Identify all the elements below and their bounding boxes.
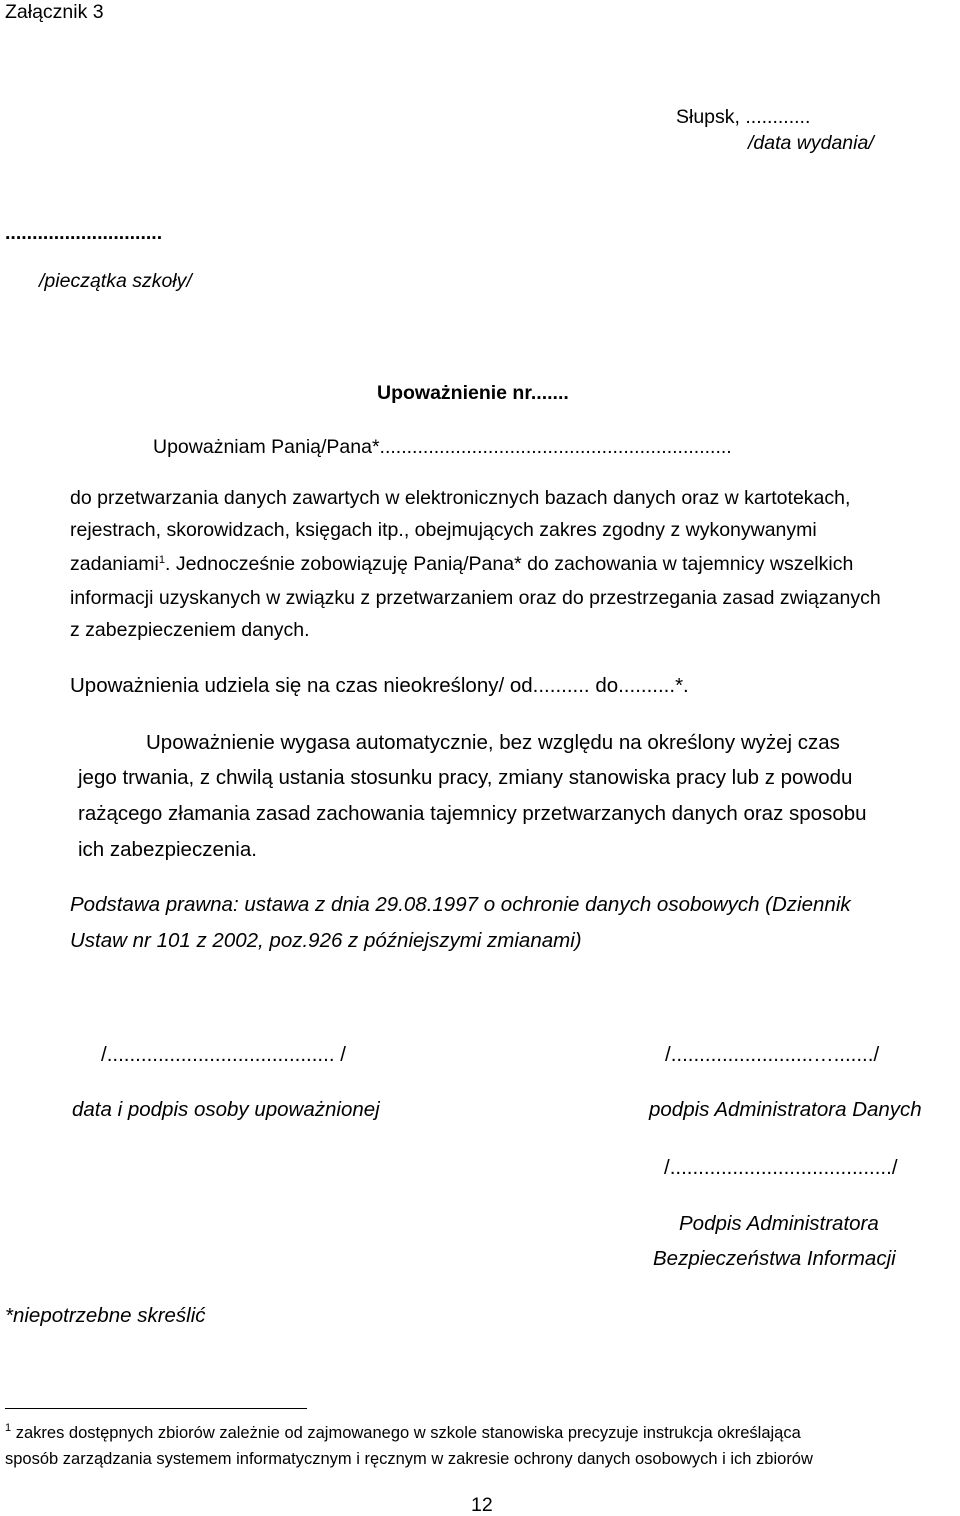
footnote-divider bbox=[5, 1408, 307, 1409]
footnote-marker: 1 bbox=[5, 1422, 12, 1434]
signature-caption-security-admin: Podpis Administratora bbox=[679, 1212, 879, 1235]
page-number: 12 bbox=[471, 1494, 493, 1516]
paragraph-line: z zabezpieczeniem danych. bbox=[70, 619, 310, 641]
paragraph-line: do przetwarzania danych zawartych w elektronicznych bazach danych oraz w kartotekach, bbox=[70, 487, 851, 509]
attachment-label: Załącznik 3 bbox=[5, 1, 104, 23]
strike-note: *niepotrzebne skreślić bbox=[5, 1304, 206, 1327]
footnote-text: sposób zarządzania systemem informatycznym i ręcznym w zakresie ochrony danych osobowych i ich zbiorów bbox=[5, 1450, 813, 1468]
expiry-line: rażącego złamania zasad zachowania tajemnicy przetwarzanych danych oraz sposobu bbox=[78, 802, 867, 825]
expiry-line: jego trwania, z chwilą ustania stosunku pracy, zmiany stanowiska pracy lub z powodu bbox=[78, 766, 853, 789]
date-caption: /data wydania/ bbox=[748, 132, 874, 154]
footnote bbox=[5, 1422, 801, 1442]
footnote-marker: 1 bbox=[158, 554, 166, 566]
signature-line-data-admin: /.........................…......./ bbox=[665, 1043, 880, 1066]
footnote-text: zakres dostępnych zbiorów zależnie od zajmowanego w szkole stanowiska precyzuje instrukcja określająca bbox=[15, 1424, 801, 1442]
legal-basis: Ustaw nr 101 z 2002, poz.926 z późniejszymi zmianami) bbox=[70, 929, 582, 952]
school-stamp-dots: ............................. bbox=[5, 222, 163, 244]
document-title: Upoważnienie nr....... bbox=[377, 382, 569, 404]
signature-line-security-admin: /......................................./ bbox=[664, 1156, 898, 1179]
signature-line-authorized: /........................................ / bbox=[101, 1043, 346, 1066]
authorization-period: Upoważnienia udziela się na czas nieokreślony/ od.......... do..........*. bbox=[70, 674, 689, 697]
paragraph-line-with-footnote bbox=[70, 555, 853, 575]
signature-caption-security-admin: Bezpieczeństwa Informacji bbox=[653, 1247, 896, 1270]
signature-caption-data-admin: podpis Administratora Danych bbox=[649, 1098, 922, 1121]
paragraph-line: informacji uzyskanych w związku z przetwarzaniem oraz do przestrzegania zasad związanych bbox=[70, 587, 881, 609]
school-stamp-caption: /pieczątka szkoły/ bbox=[39, 270, 192, 292]
place-date: Słupsk, ............ bbox=[676, 106, 811, 128]
expiry-line: ich zabezpieczenia. bbox=[78, 838, 257, 861]
expiry-line: Upoważnienie wygasa automatycznie, bez względu na określony wyżej czas bbox=[146, 731, 840, 754]
paragraph-text: . Jednocześnie zobowiązuję Panią/Pana* do zachowania w tajemnicy wszelkich bbox=[165, 553, 854, 575]
authorize-line: Upoważniam Panią/Pana*................................................................. bbox=[153, 436, 732, 458]
paragraph-text: zadaniami bbox=[70, 553, 159, 575]
signature-caption-authorized: data i podpis osoby upoważnionej bbox=[72, 1098, 380, 1121]
legal-basis: Podstawa prawna: ustawa z dnia 29.08.1997 o ochronie danych osobowych (Dziennik bbox=[70, 893, 851, 916]
paragraph-line: rejestrach, skorowidzach, księgach itp., obejmujących zakres zgodny z wykonywanymi bbox=[70, 519, 817, 541]
